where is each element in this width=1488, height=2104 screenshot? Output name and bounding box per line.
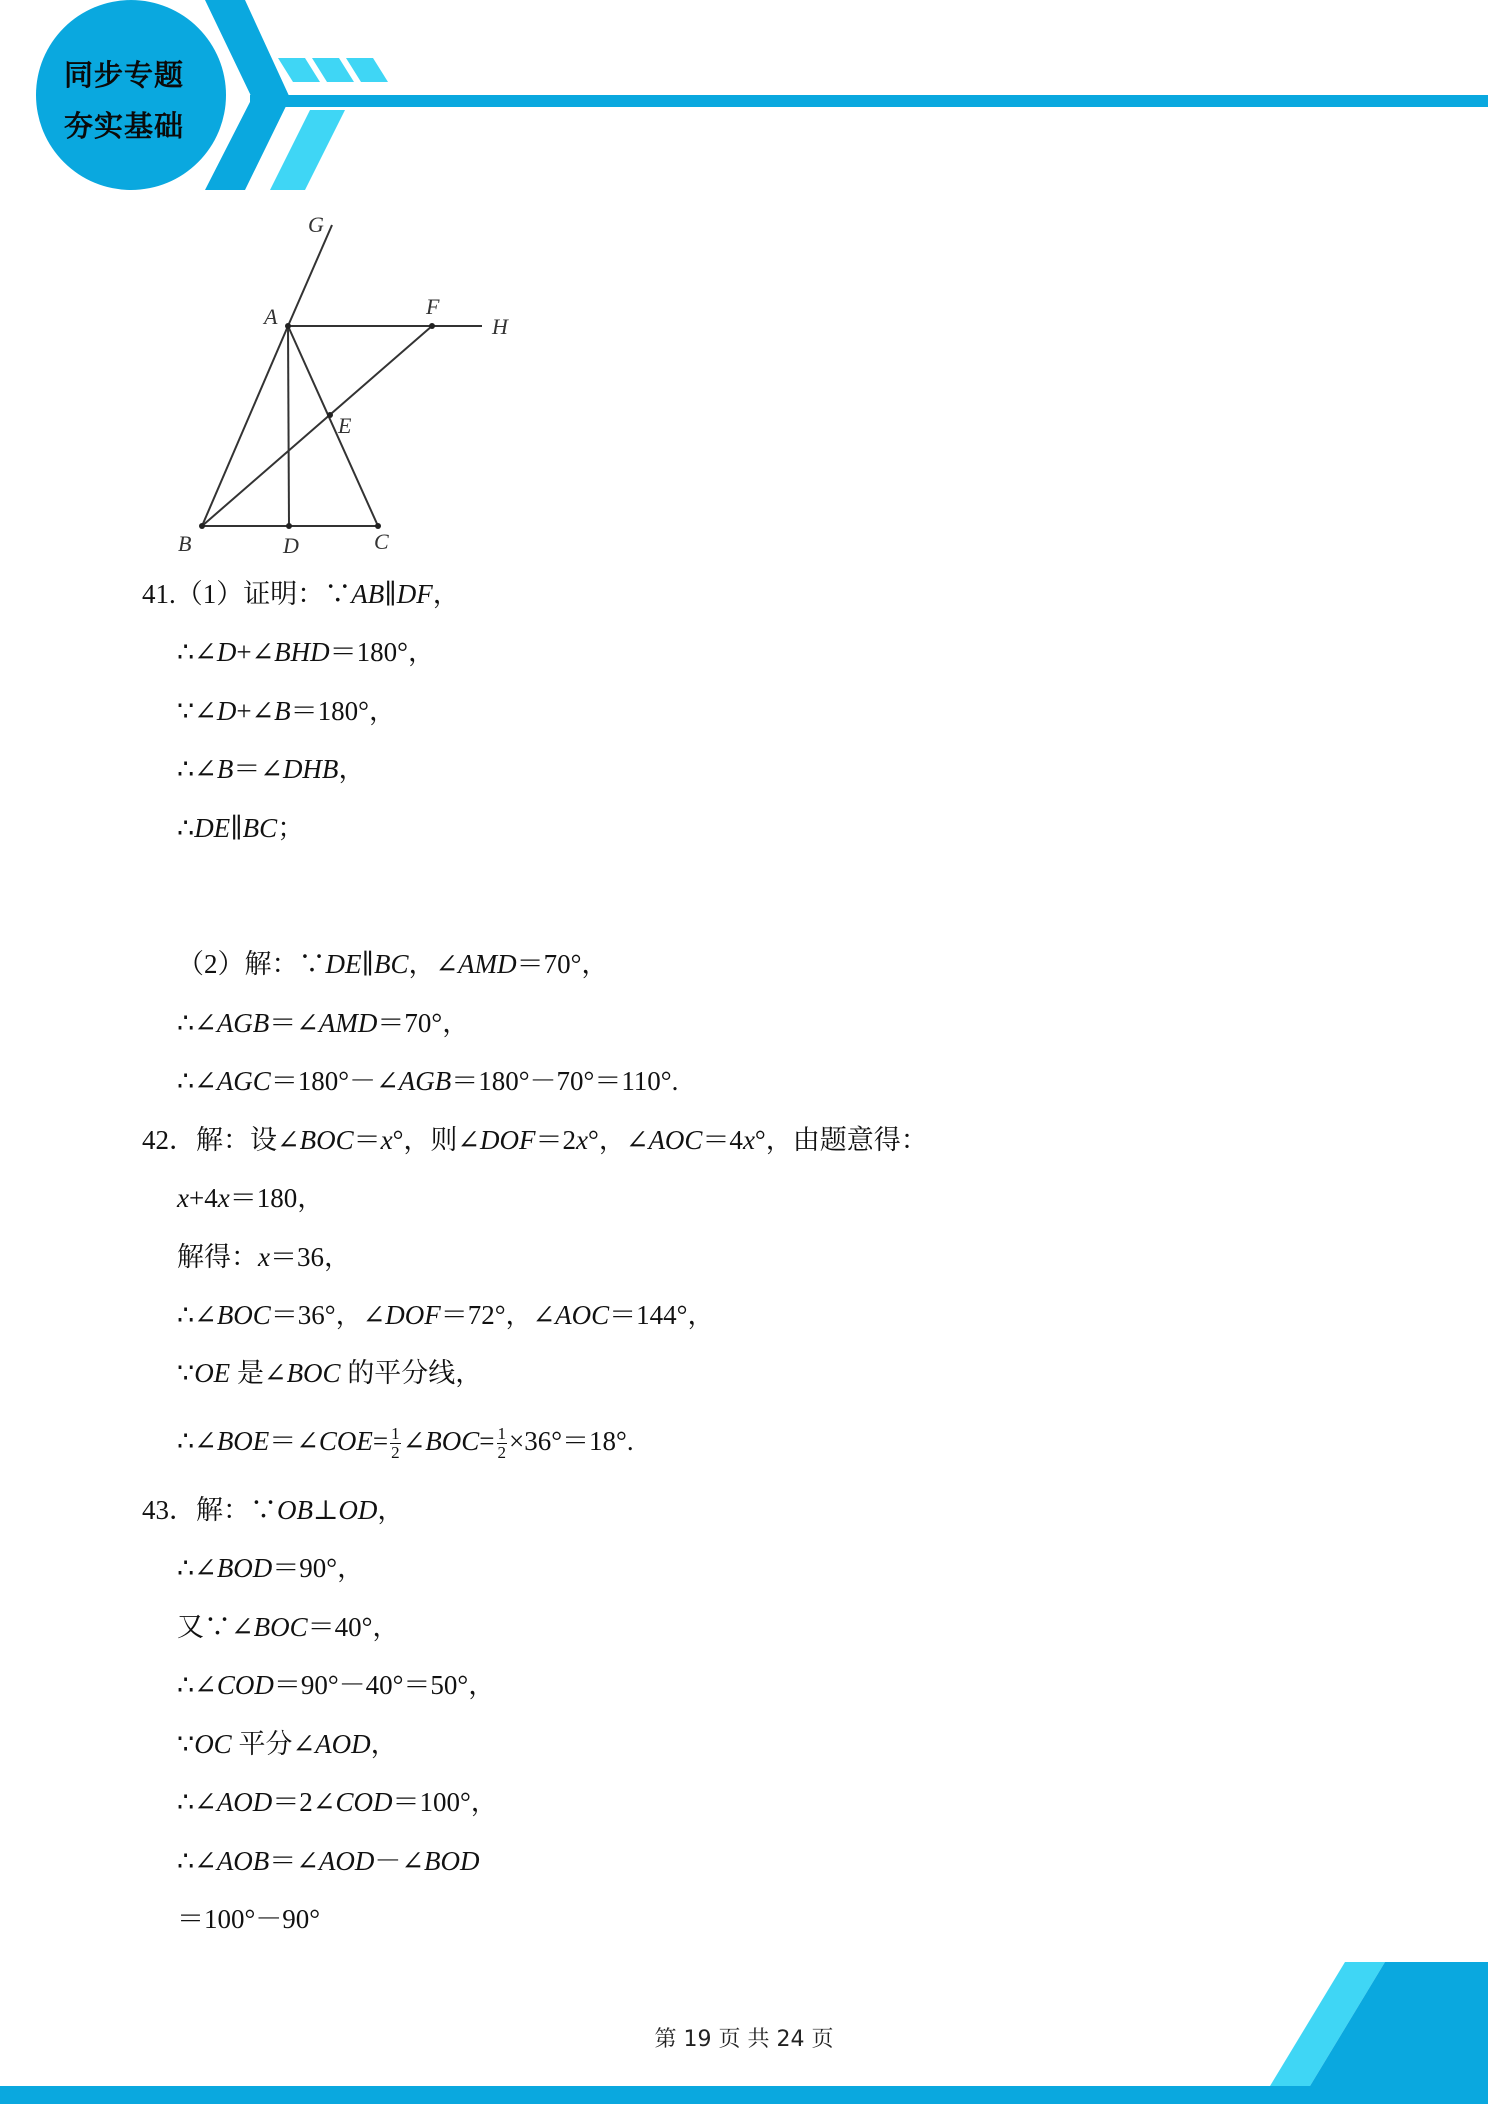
q41-line-3: ∵∠D+∠B＝180°，	[177, 696, 396, 726]
line-AG	[288, 225, 332, 326]
line-AC	[288, 326, 378, 526]
line-AB	[202, 326, 288, 526]
line-AD	[288, 326, 289, 526]
q43-line-6: ∴∠AOD＝2∠COD＝100°，	[177, 1787, 498, 1817]
q43-line-3: 又∵∠BOC＝40°，	[177, 1612, 400, 1642]
label-H: H	[492, 314, 508, 339]
q41-line-2: ∴∠D+∠BHD＝180°，	[177, 637, 435, 667]
q41-line-8: ∴∠AGC＝180°－∠AGB＝180°－70°＝110°.	[177, 1066, 679, 1096]
label-D: D	[283, 533, 299, 558]
line-BF	[202, 326, 432, 526]
point-B	[199, 523, 205, 529]
q42-line-2: x+4x＝180，	[177, 1183, 325, 1213]
q43-line-2: ∴∠BOD＝90°，	[177, 1553, 365, 1583]
label-G: G	[308, 212, 324, 237]
q41-line-4: ∴∠B＝∠DHB，	[177, 754, 366, 784]
badge-line-1: 同步专题	[63, 58, 184, 92]
label-E: E	[338, 413, 352, 438]
fraction-half-2: $\frac{1}{2}$	[497, 1424, 507, 1463]
point-D	[286, 523, 292, 529]
q42-line-1: 42．解：设∠BOC＝x°，则∠DOF＝2x°，∠AOC＝4x°，由题意得：	[142, 1125, 928, 1155]
fraction-half-1: $\frac{1}{2}$	[391, 1424, 400, 1463]
point-E	[327, 412, 333, 418]
q41-line-5: ∴DE∥BC；	[177, 813, 305, 843]
label-B: B	[178, 531, 192, 556]
q43-line-4: ∴∠COD＝90°－40°＝50°，	[177, 1670, 496, 1700]
label-A: A	[264, 304, 278, 329]
q43-line-5: ∵OC 平分∠AOD，	[177, 1729, 398, 1759]
header-stripe-2	[312, 58, 354, 82]
q42-line-4: ∴∠BOC＝36°，∠DOF＝72°，∠AOC＝144°，	[177, 1300, 715, 1330]
header-stripe-1	[278, 58, 320, 82]
geometry-figure	[170, 210, 530, 560]
q43-line-1: 43．解：∵OB⊥OD，	[142, 1495, 405, 1525]
header-chevron-light	[270, 110, 345, 190]
footer-decoration	[0, 1960, 1488, 2104]
header-badge-circle	[36, 0, 226, 190]
q42-line-6: ∴∠BOE＝∠COE= $\frac{1}{2}$ ∠BOC= $\frac{1}{2}$ ×36°＝18°.	[177, 1424, 634, 1463]
page-number: 第 19 页 共 24 页	[654, 2027, 834, 2052]
point-A	[285, 323, 291, 329]
header-bar	[250, 95, 1488, 107]
q41-line-7: ∴∠AGB＝∠AMD＝70°，	[177, 1008, 470, 1038]
badge-line-2: 夯实基础	[63, 109, 184, 143]
header-decoration	[0, 0, 1488, 200]
q41-line-6: （2）解：∵DE∥BC，∠AMD＝70°，	[177, 949, 609, 979]
q43-line-7: ∴∠AOB＝∠AOD－∠BOD	[177, 1846, 480, 1876]
point-F	[429, 323, 435, 329]
label-F: F	[426, 294, 440, 319]
q42-line-3: 解得：x＝36，	[177, 1242, 351, 1272]
q42-line-5: ∵OE 是∠BOC 的平分线，	[177, 1358, 483, 1388]
q43-line-8: ＝100°－90°	[177, 1904, 321, 1934]
footer-bar	[0, 2086, 1488, 2104]
q41-line-1: 41.（1）证明：∵AB∥DF，	[142, 579, 460, 609]
label-C: C	[374, 529, 389, 554]
header-stripe-3	[346, 58, 388, 82]
